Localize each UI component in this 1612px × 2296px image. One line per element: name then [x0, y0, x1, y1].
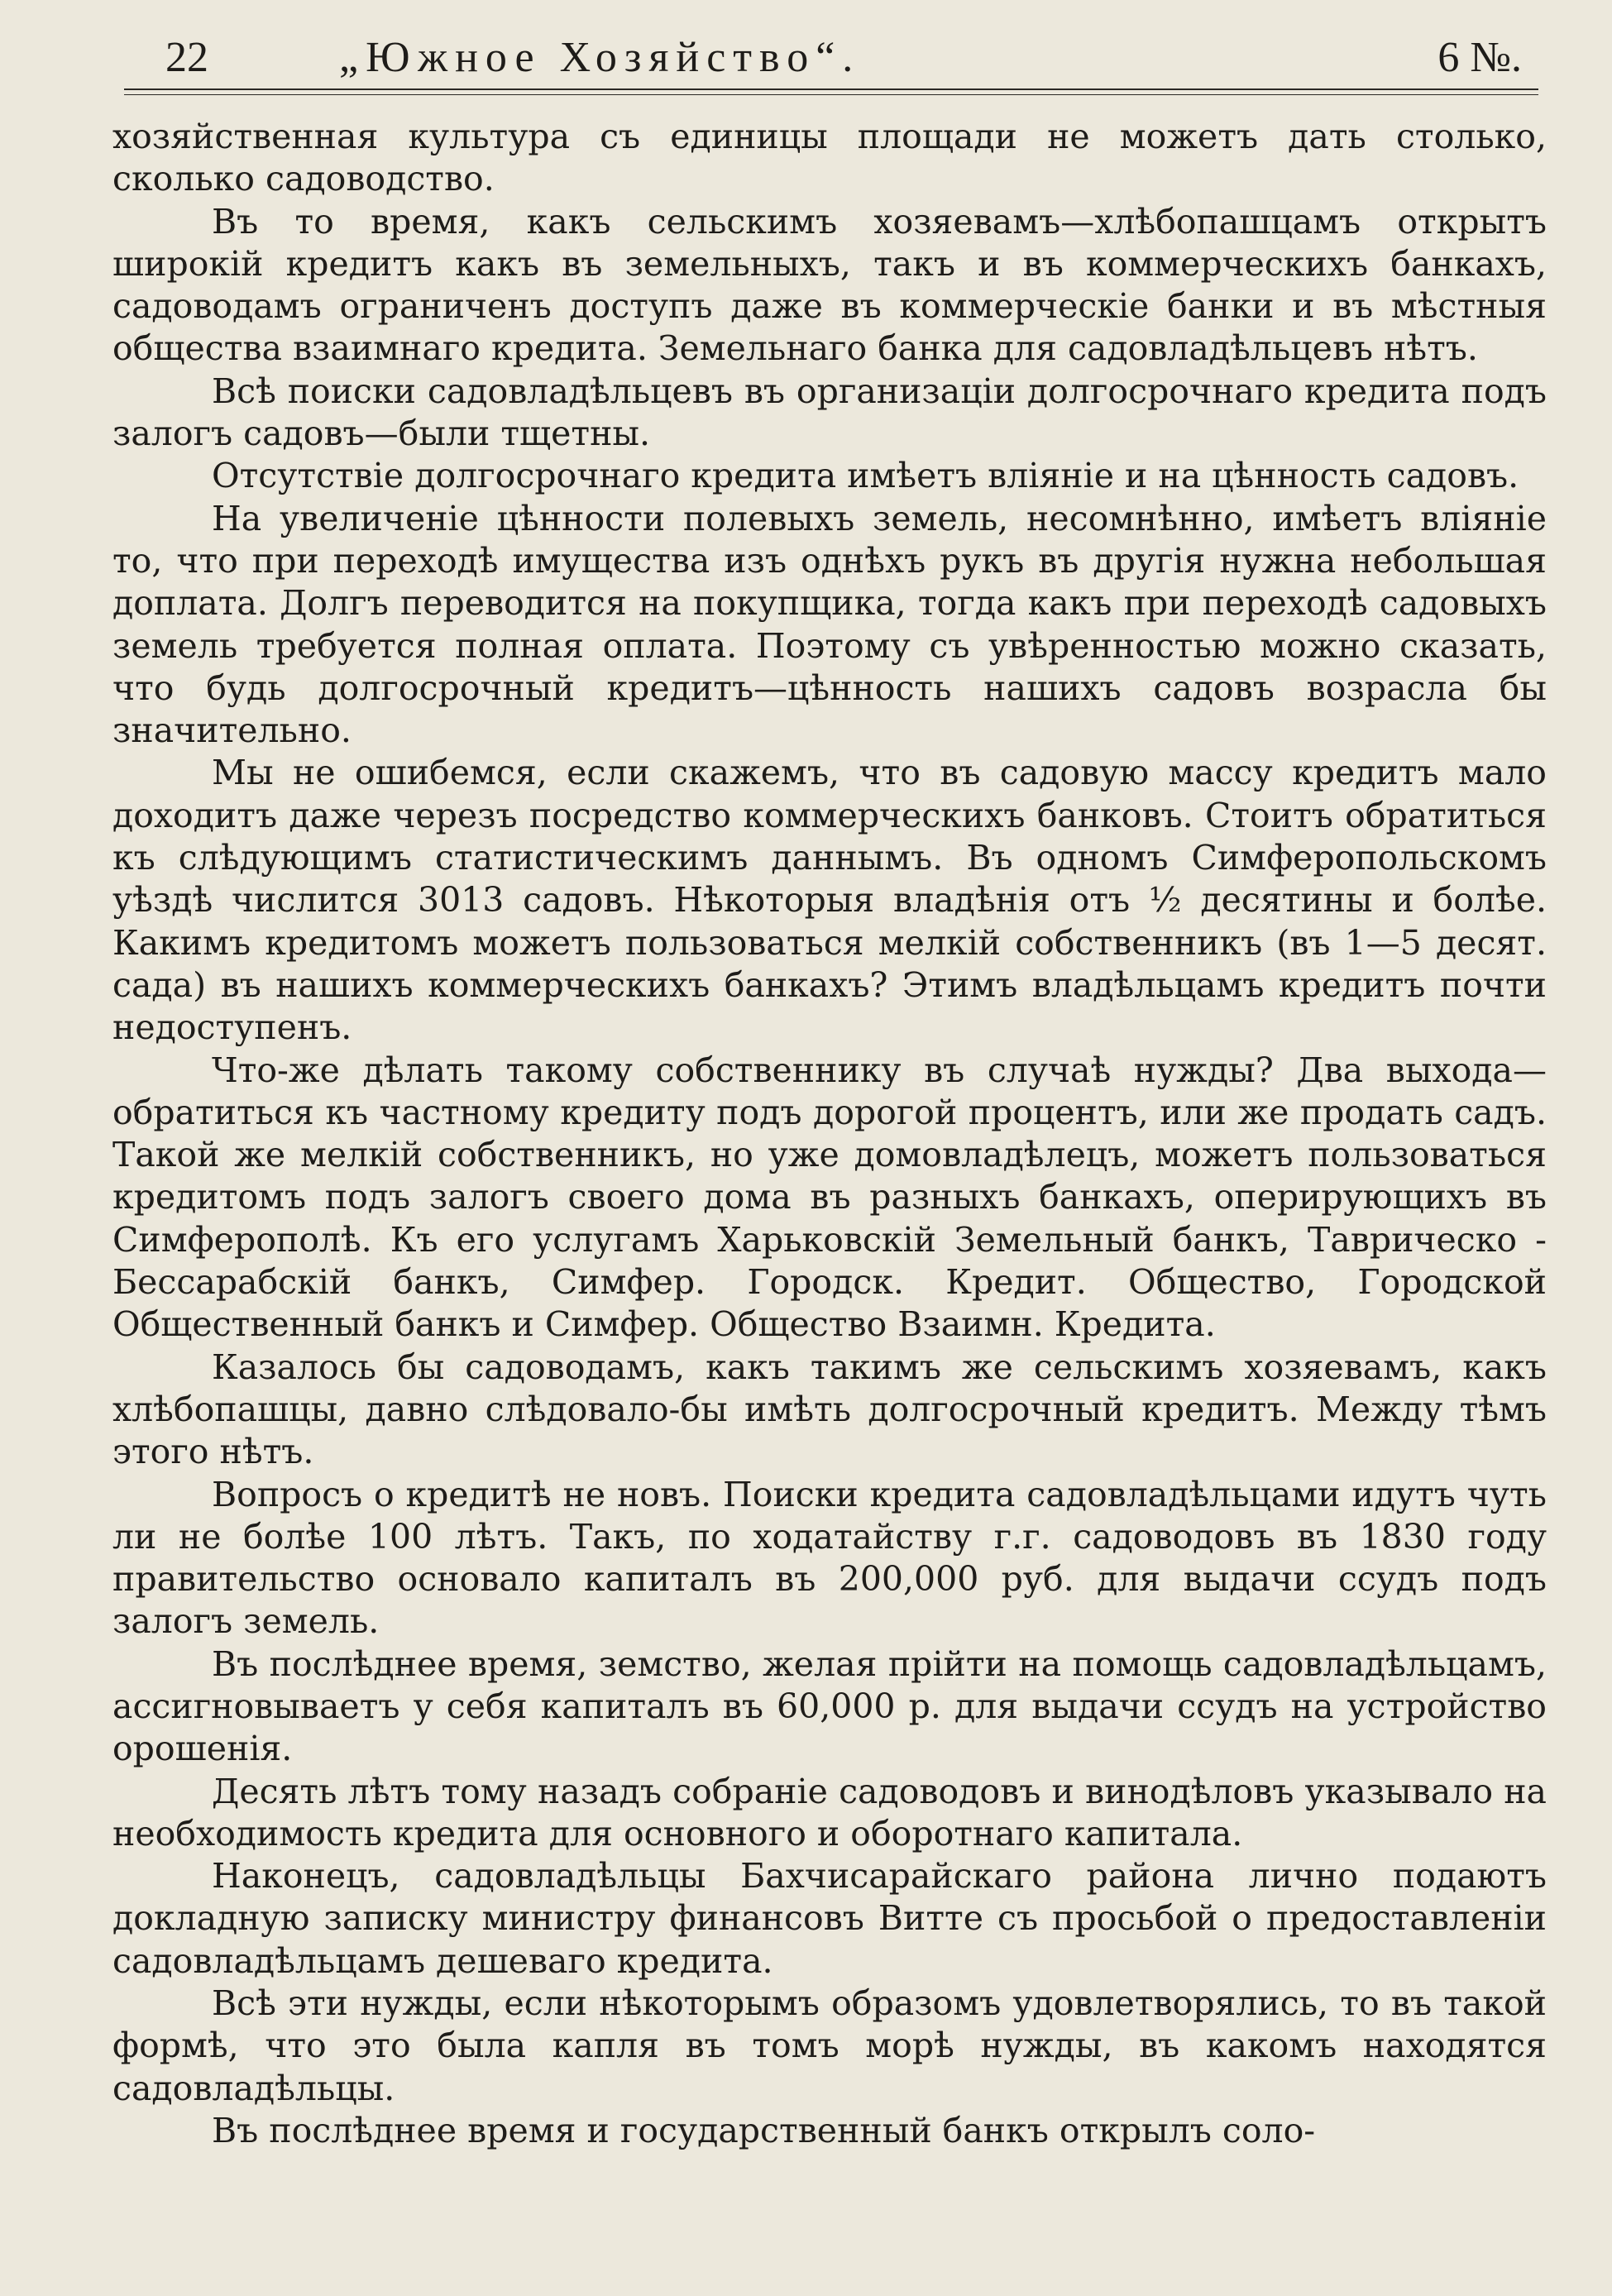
- paragraph: Казалось бы садоводамъ, какъ такимъ же сельскимъ хозяевамъ, какъ хлѣбопашцы, давно слѣдовало-бы имѣть долгосрочный кредитъ. Между тѣмъ этого нѣтъ.: [112, 1347, 1547, 1472]
- page-header: [124, 31, 1530, 84]
- paragraph: Наконецъ, садовладѣльцы Бахчисарайскаго района лично подаютъ докладную записку министру финансовъ Витте съ просьбой о предоставленіи садовладѣльцамъ дешеваго кредита.: [112, 1856, 1547, 1981]
- article-body: [112, 116, 1547, 2152]
- paragraph: Мы не ошибемся, если скажемъ, что въ садовую массу кредитъ мало доходитъ даже черезъ посредство коммерческихъ банковъ. Стоитъ обратиться къ слѣдующимъ статистическимъ даннымъ. Въ одномъ Симферопольскомъ уѣздѣ числится 3013 садовъ. Нѣкоторыя владѣнія отъ ½ десятины и болѣе. Какимъ кредитомъ можетъ пользоваться мелкій собственникъ (въ 1—5 десят. сада) въ нашихъ коммерческихъ банкахъ? Этимъ владѣльцамъ кредитъ почти недоступенъ.: [112, 753, 1547, 1048]
- paragraph: Всѣ эти нужды, если нѣкоторымъ образомъ удовлетворялись, то въ такой формѣ, что это была капля въ томъ морѣ нужды, въ какомъ находятся садовладѣльцы.: [112, 1983, 1547, 2108]
- header-rule: [124, 88, 1538, 90]
- paragraph: Отсутствіе долгосрочнаго кредита имѣетъ вліяніе и на цѣнность садовъ.: [212, 456, 1519, 496]
- paragraph: Въ послѣднее время, земство, желая прійти на помощь садовладѣльцамъ, ассигновываетъ у себя капиталъ въ 60,000 р. для выдачи ссудъ на устройство орошенія.: [112, 1643, 1547, 1769]
- paragraph: На увеличеніе цѣнности полевыхъ земель, несомнѣнно, имѣетъ вліяніе то, что при переходѣ имущества изъ однѣхъ рукъ въ другія нужна небольшая доплата. Долгъ переводится на покупщика, тогда какъ при переходѣ садовыхъ земель требуется полная оплата. Поэтому съ увѣренностью можно сказать, что будь долгосрочный кредитъ—цѣнность нашихъ садовъ возрасла бы значительно.: [112, 498, 1547, 751]
- paragraph: Всѣ поиски садовладѣльцевъ въ организаціи долгосрочнаго кредита подъ залогъ садовъ—были тщетны.: [112, 371, 1547, 454]
- paragraph: Въ то время, какъ сельскимъ хозяевамъ—хлѣбопашцамъ открытъ широкій кредитъ какъ въ земельныхъ, такъ и въ коммерческихъ банкахъ, садоводамъ ограниченъ доступъ даже въ коммерческіе банки и въ мѣстныя общества взаимнаго кредита. Земельнаго банка для садовладѣльцевъ нѣтъ.: [112, 201, 1547, 369]
- paragraph: Въ послѣднее время и государственный банкъ открылъ соло-: [212, 2110, 1316, 2150]
- paragraph: Вопросъ о кредитѣ не новъ. Поиски кредита садовладѣльцами идутъ чуть ли не болѣе 100 лѣтъ. Такъ, по ходатайству г.г. садоводовъ въ 1830 году правительство основало капиталъ въ 200,000 руб. для выдачи ссудъ подъ залогъ земель.: [112, 1474, 1547, 1642]
- paragraph: хозяйственная культура съ единицы площади не можетъ дать столько, сколько садоводство.: [112, 117, 1547, 199]
- page-number: 22: [165, 34, 208, 81]
- paragraph: Что-же дѣлать такому собственнику въ случаѣ нужды? Два выхода—обратиться къ частному кредиту подъ дорогой процентъ, или же продать садъ. Такой же мелкій собственникъ, но уже домовладѣлецъ, можетъ пользоваться кредитомъ подъ залогъ своего дома въ разныхъ банкахъ, оперирующихъ въ Симферополѣ. Къ его услугамъ Харьковскій Земельный банкъ, Таврическо - Бессарабскій банкъ, Симфер. Городск. Кредит. Общество, Городской Общественный банкъ и Симфер. Общество Взаимн. Кредита.: [112, 1050, 1547, 1345]
- paragraph: Десять лѣтъ тому назадъ собраніе садоводовъ и винодѣловъ указывало на необходимость кредита для основного и оборотнаго капитала.: [112, 1771, 1547, 1854]
- journal-title: „Южное Хозяйство“.: [339, 34, 861, 81]
- header-rule-thin: [124, 94, 1538, 95]
- issue-number: 6 №.: [1437, 34, 1522, 81]
